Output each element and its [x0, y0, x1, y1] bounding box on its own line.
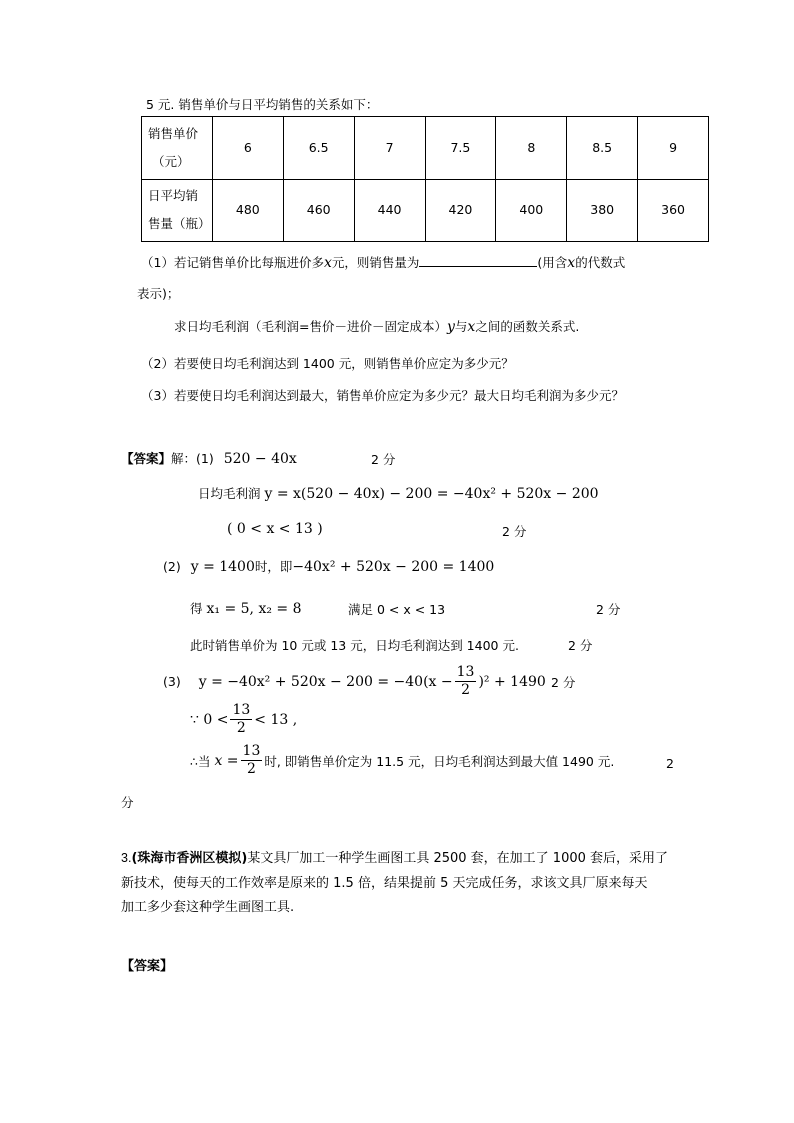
- answer-expr: −40x² + 520x − 200 = 1400: [292, 559, 495, 575]
- table-cell: 7.5: [425, 117, 496, 180]
- problem-3-line-2: 新技术，使每天的工作效率是原来的 1.5 倍，结果提前 5 天完成任务，求该文具厂原来每天: [121, 876, 648, 891]
- q1-part-b: [174, 317, 579, 335]
- answer-text: 日均毛利润: [198, 486, 261, 501]
- table-header-label: 日平均销: [148, 188, 199, 204]
- answer-text: 时，即: [254, 559, 293, 574]
- answer-roots: [190, 599, 302, 617]
- answer-expr: y = 1400: [190, 559, 255, 575]
- var-x: x: [323, 255, 332, 271]
- answer-blank: [419, 254, 537, 267]
- answer-expr: y = −40x² + 520x − 200 = −40(x −: [198, 673, 453, 690]
- q1-text: (用含: [537, 255, 568, 270]
- answer-text: (2): [163, 559, 181, 574]
- fraction-13-2: [230, 702, 252, 737]
- answer-price: 此时销售单价为 10 元或 13 元，日均毛利润达到 1400 元.: [190, 638, 519, 653]
- answer-satisfy: 满足 0 < x < 13: [348, 602, 446, 617]
- fraction-13-2: [455, 664, 477, 699]
- domain-condition: ( 0 < x < 13 ): [227, 521, 323, 537]
- table-row: [142, 179, 709, 242]
- table-cell: 7: [354, 117, 425, 180]
- score-label: 2 分: [551, 675, 576, 690]
- table-cell: 6: [212, 117, 283, 180]
- answer-text: 时, 即销售单价定为 11.5 元，日均毛利润达到最大值 1490 元.: [264, 753, 615, 769]
- problem-source: (珠海市香洲区模拟): [131, 851, 248, 866]
- problem-text: 某文具厂加工一种学生画图工具 2500 套，在加工了 1000 套后，采用了: [247, 851, 669, 866]
- question-2: （2）若要使日均毛利润达到 1400 元，则销售单价应定为多少元？: [141, 356, 514, 371]
- question-1: [141, 253, 625, 271]
- table-cell: 6.5: [283, 117, 354, 180]
- therefore-line: [190, 743, 614, 778]
- answer-expr: y = x(520 − 40x) − 200 = −40x² + 520x − 200: [264, 486, 599, 502]
- price-sales-table: [141, 116, 709, 242]
- fraction-denominator: 2: [236, 720, 246, 736]
- because-line: [190, 702, 297, 737]
- answer-text: 得: [190, 601, 203, 616]
- table-header-label: （元）: [152, 153, 190, 169]
- table-cell: 360: [638, 179, 709, 242]
- fraction-denominator: 2: [246, 761, 256, 777]
- table-cell: 460: [283, 179, 354, 242]
- problem-number: 3.: [121, 851, 132, 865]
- fraction-numerator: 13: [242, 743, 261, 759]
- answer-expr: 520 − 40x: [223, 451, 297, 467]
- q1-text: 元，则销售量为: [331, 255, 420, 270]
- table-cell: 9: [638, 117, 709, 180]
- answer-expr: ∵ 0 <: [190, 711, 229, 728]
- table-cell: 420: [425, 179, 496, 242]
- table-cell: 380: [567, 179, 638, 242]
- answer-expr: x =: [214, 752, 239, 769]
- score-number: 2: [666, 756, 674, 771]
- table-cell: 8: [496, 117, 567, 180]
- answer-label: 【答案】: [121, 451, 172, 466]
- table-cell: 400: [496, 179, 567, 242]
- answer-expr: )² + 1490: [478, 673, 546, 690]
- answer-text: 解：(1): [171, 451, 214, 466]
- score-label: 2 分: [371, 452, 396, 467]
- var-x: x: [567, 255, 576, 271]
- score-label: 2 分: [502, 524, 527, 539]
- q1-text: 的代数式: [575, 255, 626, 270]
- q1-text: （1）若记销售单价比每瓶进价多: [141, 255, 324, 270]
- problem-3-line-3: 加工多少套这种学生画图工具.: [121, 900, 295, 915]
- var-x: x: [467, 319, 476, 335]
- answer-line-profit: [198, 484, 599, 502]
- answer-line-1: [121, 449, 297, 467]
- q1-text: 与: [454, 319, 468, 334]
- question-3: （3）若要使日均毛利润达到最大，销售单价应定为多少元？最大日均毛利润为多少元？: [141, 388, 624, 403]
- table-cell: 8.5: [567, 117, 638, 180]
- answer-line-3: [163, 664, 546, 699]
- intro-text: 5 元. 销售单价与日平均销售的关系如下：: [146, 97, 379, 112]
- answer-expr: < 13 ,: [254, 711, 298, 728]
- score-label: 2 分: [596, 602, 621, 617]
- problem-3-line-1: [121, 847, 668, 866]
- table-cell: 440: [354, 179, 425, 242]
- table-header-label: 售量（瓶）: [148, 216, 211, 232]
- score-unit: 分: [121, 795, 134, 810]
- q1-continued: 表示)；: [137, 286, 180, 301]
- q1-text: 求日均毛利润（毛利润=售价－进价－固定成本）: [174, 319, 447, 334]
- fraction-numerator: 13: [232, 702, 251, 718]
- answer-expr: x₁ = 5, x₂ = 8: [206, 601, 302, 617]
- answer-text: (3): [163, 674, 181, 689]
- answer-label-2: 【答案】: [121, 959, 174, 974]
- fraction-denominator: 2: [461, 682, 470, 698]
- score-label: 2 分: [568, 638, 593, 653]
- table-row-header: [142, 117, 213, 180]
- var-y: y: [446, 319, 455, 335]
- q1-text: 之间的函数关系式.: [475, 319, 580, 334]
- table-header-label: 销售单价: [148, 125, 199, 141]
- table-row: [142, 117, 709, 180]
- fraction-13-2: [241, 743, 263, 778]
- answer-line-2: [163, 557, 494, 575]
- table-cell: 480: [212, 179, 283, 242]
- table-row-header: [142, 179, 213, 242]
- fraction-numerator: 13: [456, 664, 475, 680]
- answer-text: ∴当: [190, 753, 211, 769]
